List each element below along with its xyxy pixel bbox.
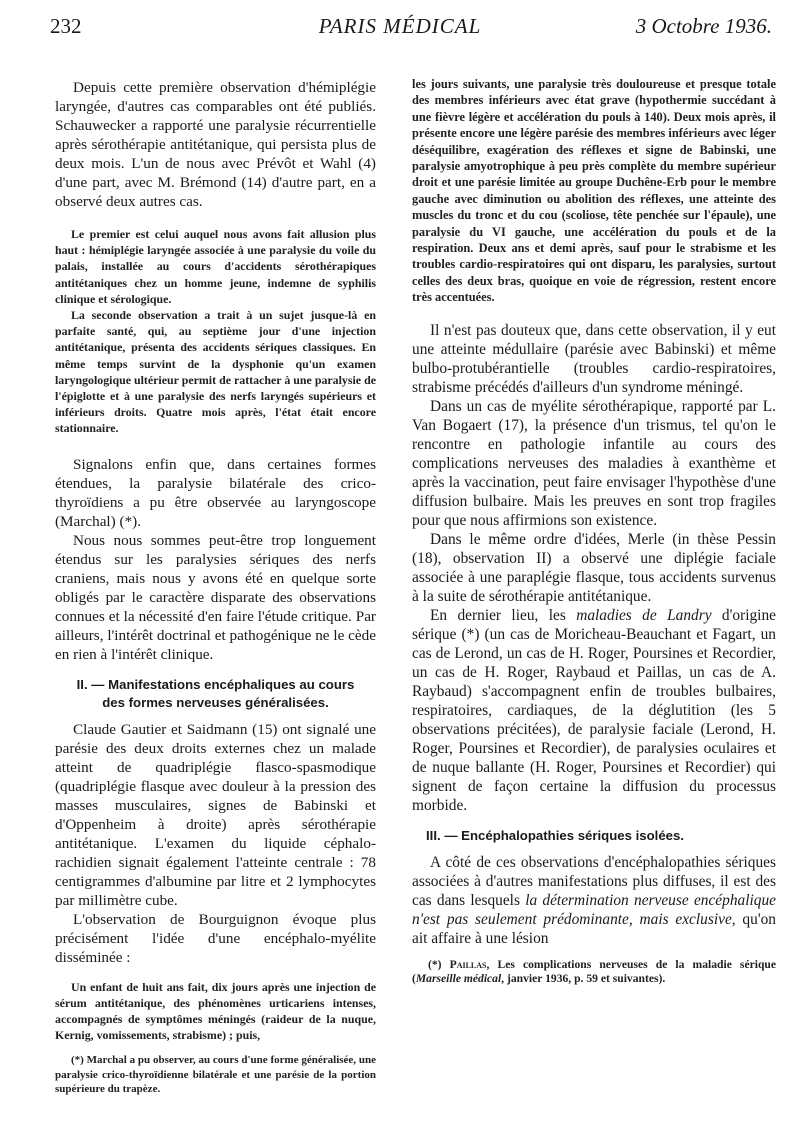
paragraph-il-nest: Il n'est pas douteux que, dans cette observation, il y eut une atteinte médullaire (parésie avec Babinski) et même bulbo-protubérantielle (troubles cardio-respiratoires, strabisme précédés d'ailleurs d'un syndrome méningé. <box>412 321 776 396</box>
left-paragraphs-2 <box>55 455 376 664</box>
paragraph-gautier: Claude Gautier et Saidmann (15) ont signalé une parésie des deux droits externes chez un malade atteint de quadriplégie flasco-spasmodique (quadriplégie flasque avec douleur à la pression des masses musculaires, signes de Babinski et d'Oppenheim à droite) après sérothérapie antitétanique. L'examen du liquide céphalo-rachidien signait également l'atteinte centrale : 78 centigrammes d'albumine par litre et 2 lymphocytes par millimètre cube. <box>55 720 376 909</box>
heading-line: II. — Manifestations encéphaliques au cours <box>76 676 355 692</box>
heading-line: des formes nerveuses généralisées. <box>102 694 329 710</box>
left-paragraphs-3 <box>55 720 376 967</box>
left-paragraph-1: Depuis cette première observation d'hémiplégie laryngée, d'autres cas comparables ont été publiés. Schauwecker a rapporté une paralysie récurrentielle après sérothérapie antitétanique, qui persista plus de deux mois. L'un de nous avec Prévôt et Wahl (4) d'une part, avec M. Brémond (14) d'autre part, en a observé deux autres cas. <box>55 79 376 210</box>
section-heading-iii: III. — Encéphalopathies sériques isolées. <box>426 827 684 843</box>
paragraph-van-bogaert: Dans un cas de myélite sérothérapique, rapporté par L. Van Bogaert (17), la présence d'un trismus, tel qu'on le rencontre en pathologie infantile au cours des complications nerveuses des maladies à exanthème et après la vaccination, peut faire envisager l'hypothèse d'une diffusion bulbaire. Mais les preuves en sont trop fragiles pour que nous affirmions son existence. <box>412 397 776 529</box>
right-column <box>412 76 776 987</box>
right-paragraph-final: A côté de ces observations d'encéphalopathies sériques associées à d'autres manifestations plus diffuses, il est des cas dans lesquels la détermination nerveuse encéphalique n'est pas seulement prédominante, mais exclusive, qu'on ait affaire à une lésion <box>412 853 776 947</box>
left-footnote: (*) Marchal a pu observer, au cours d'une forme généralisée, une paralysie crico-thyroïdienne bilatérale et une parésie de la portion supérieure du trapèze. <box>55 1054 376 1096</box>
paragraph-merle: Dans le même ordre d'idées, Merle (in thèse Pessin (18), observation II) a observé une diplégie faciale associée à une paraplégie flasque, tous accidents survenus à la suite de sérothérapie antitétanique. <box>412 530 776 605</box>
case-report-2: La seconde observation a trait à un sujet jusque-là en parfaite santé, qui, au septième jour d'une injection antitétanique, présenta des accidents sériques classiques. En même temps survint de la dysphonie qu'un examen laryngologique ultérieur permit de rattacher à une paralysie de l'épiglotte et à une paralysie des nerfs laryngés supérieurs et inférieurs droits. Quatre mois après, l'état était encore stationnaire. <box>55 308 376 436</box>
right-case-report-continued: les jours suivants, une paralysie très douloureuse et presque totale des membres inférieurs avec état grave (hypothermie succédant à une fièvre légère et accélération du pouls à 140). Deux mois après, il présente encore une légère parésie des membres inférieurs avec léger déséquilibre, exagération des réflexes et signe de Babinski, une paralysie amyotrophique à peu près complète du membre supérieur droit et une parésie limitée au groupe Duchêne-Erb pour le membre gauche avec diminution ou abolition des réflexes, une atteinte des muscles du tronc et du cou (scoliose, tête penchée sur l'épaule), une paralysie du VI gauche, une accélération du pouls et de la respiration. Deux ans et demi après, sauf pour le strabisme et les troubles cardio-respiratoires qui ont disparu, les paralysies, surtout celles des deux bras, quoique en voie de régression, restent encore très accentuées. <box>412 77 776 305</box>
left-case-report-3: Un enfant de huit ans fait, dix jours après une injection de sérum antitétanique, des phénomènes urticariens intenses, accompagnés de symptômes méningés (raideur de la nuque, Kernig, vomissements, strabisme) ; puis, <box>55 979 376 1043</box>
paragraph-nous-nous: Nous nous sommes peut-être trop longuement étendus sur les paralysies sériques des nerfs craniens, mais nous y avons été en quelque sorte obligés par le caractère disparate des observations connues et la nécessité d'en faire l'étude critique. Par ailleurs, l'intérêt doctrinal et pathogénique ne le cède en rien à l'intérêt clinique. <box>55 531 376 663</box>
paragraph-bourguignon: L'observation de Bourguignon évoque plus précisément l'idée d'une encéphalo-myélite disséminée : <box>55 910 376 966</box>
paragraph-signalons: Signalons enfin que, dans certaines formes étendues, la paralysie bilatérale des crico-thyroïdiens a pu être observée au laryngoscope (Marchal) (*). <box>55 455 376 530</box>
left-case-reports <box>55 226 376 437</box>
section-heading-ii <box>55 676 376 712</box>
right-footnote: (*) Paillas, Les complications nerveuses de la maladie sérique (Marseille médical, janvier 1936, p. 59 et suivantes). <box>412 957 776 986</box>
left-column <box>55 78 376 1097</box>
page-number: 232 <box>50 14 82 38</box>
right-paragraphs <box>412 321 776 815</box>
issue-date: 3 Octobre 1936. <box>635 14 772 38</box>
paragraph-landry: En dernier lieu, les maladies de Landry d'origine sérique (*) (un cas de Moricheau-Beauchant et Fagart, un cas de Lerond, un cas de H. Roger, Poursines et Recordier, un cas de H. Roger, Raybaud et Paillas, un cas de A. Raybaud) s'accompagnent enfin de troubles bulbaires, respiratoires, cardiaques, de la déglutition (les 5 observations précitées), de paralysie faciale (Lerond, H. Roger, Poursines et Recordier), de paralysies oculaires et de nuque ballante (H. Roger, Poursines et Recordier) qui signent de façon certaine la diffusion du processus morbide. <box>412 606 776 814</box>
case-report-1: Le premier est celui auquel nous avons fait allusion plus haut : hémiplégie laryngée associée à une paralysie du voile du palais, installée au cours d'accidents sérothérapiques antitétaniques chez un homme jeune, indemne de syphilis clinique et sérologique. <box>55 227 376 306</box>
journal-title: PARIS MÉDICAL <box>318 14 482 38</box>
